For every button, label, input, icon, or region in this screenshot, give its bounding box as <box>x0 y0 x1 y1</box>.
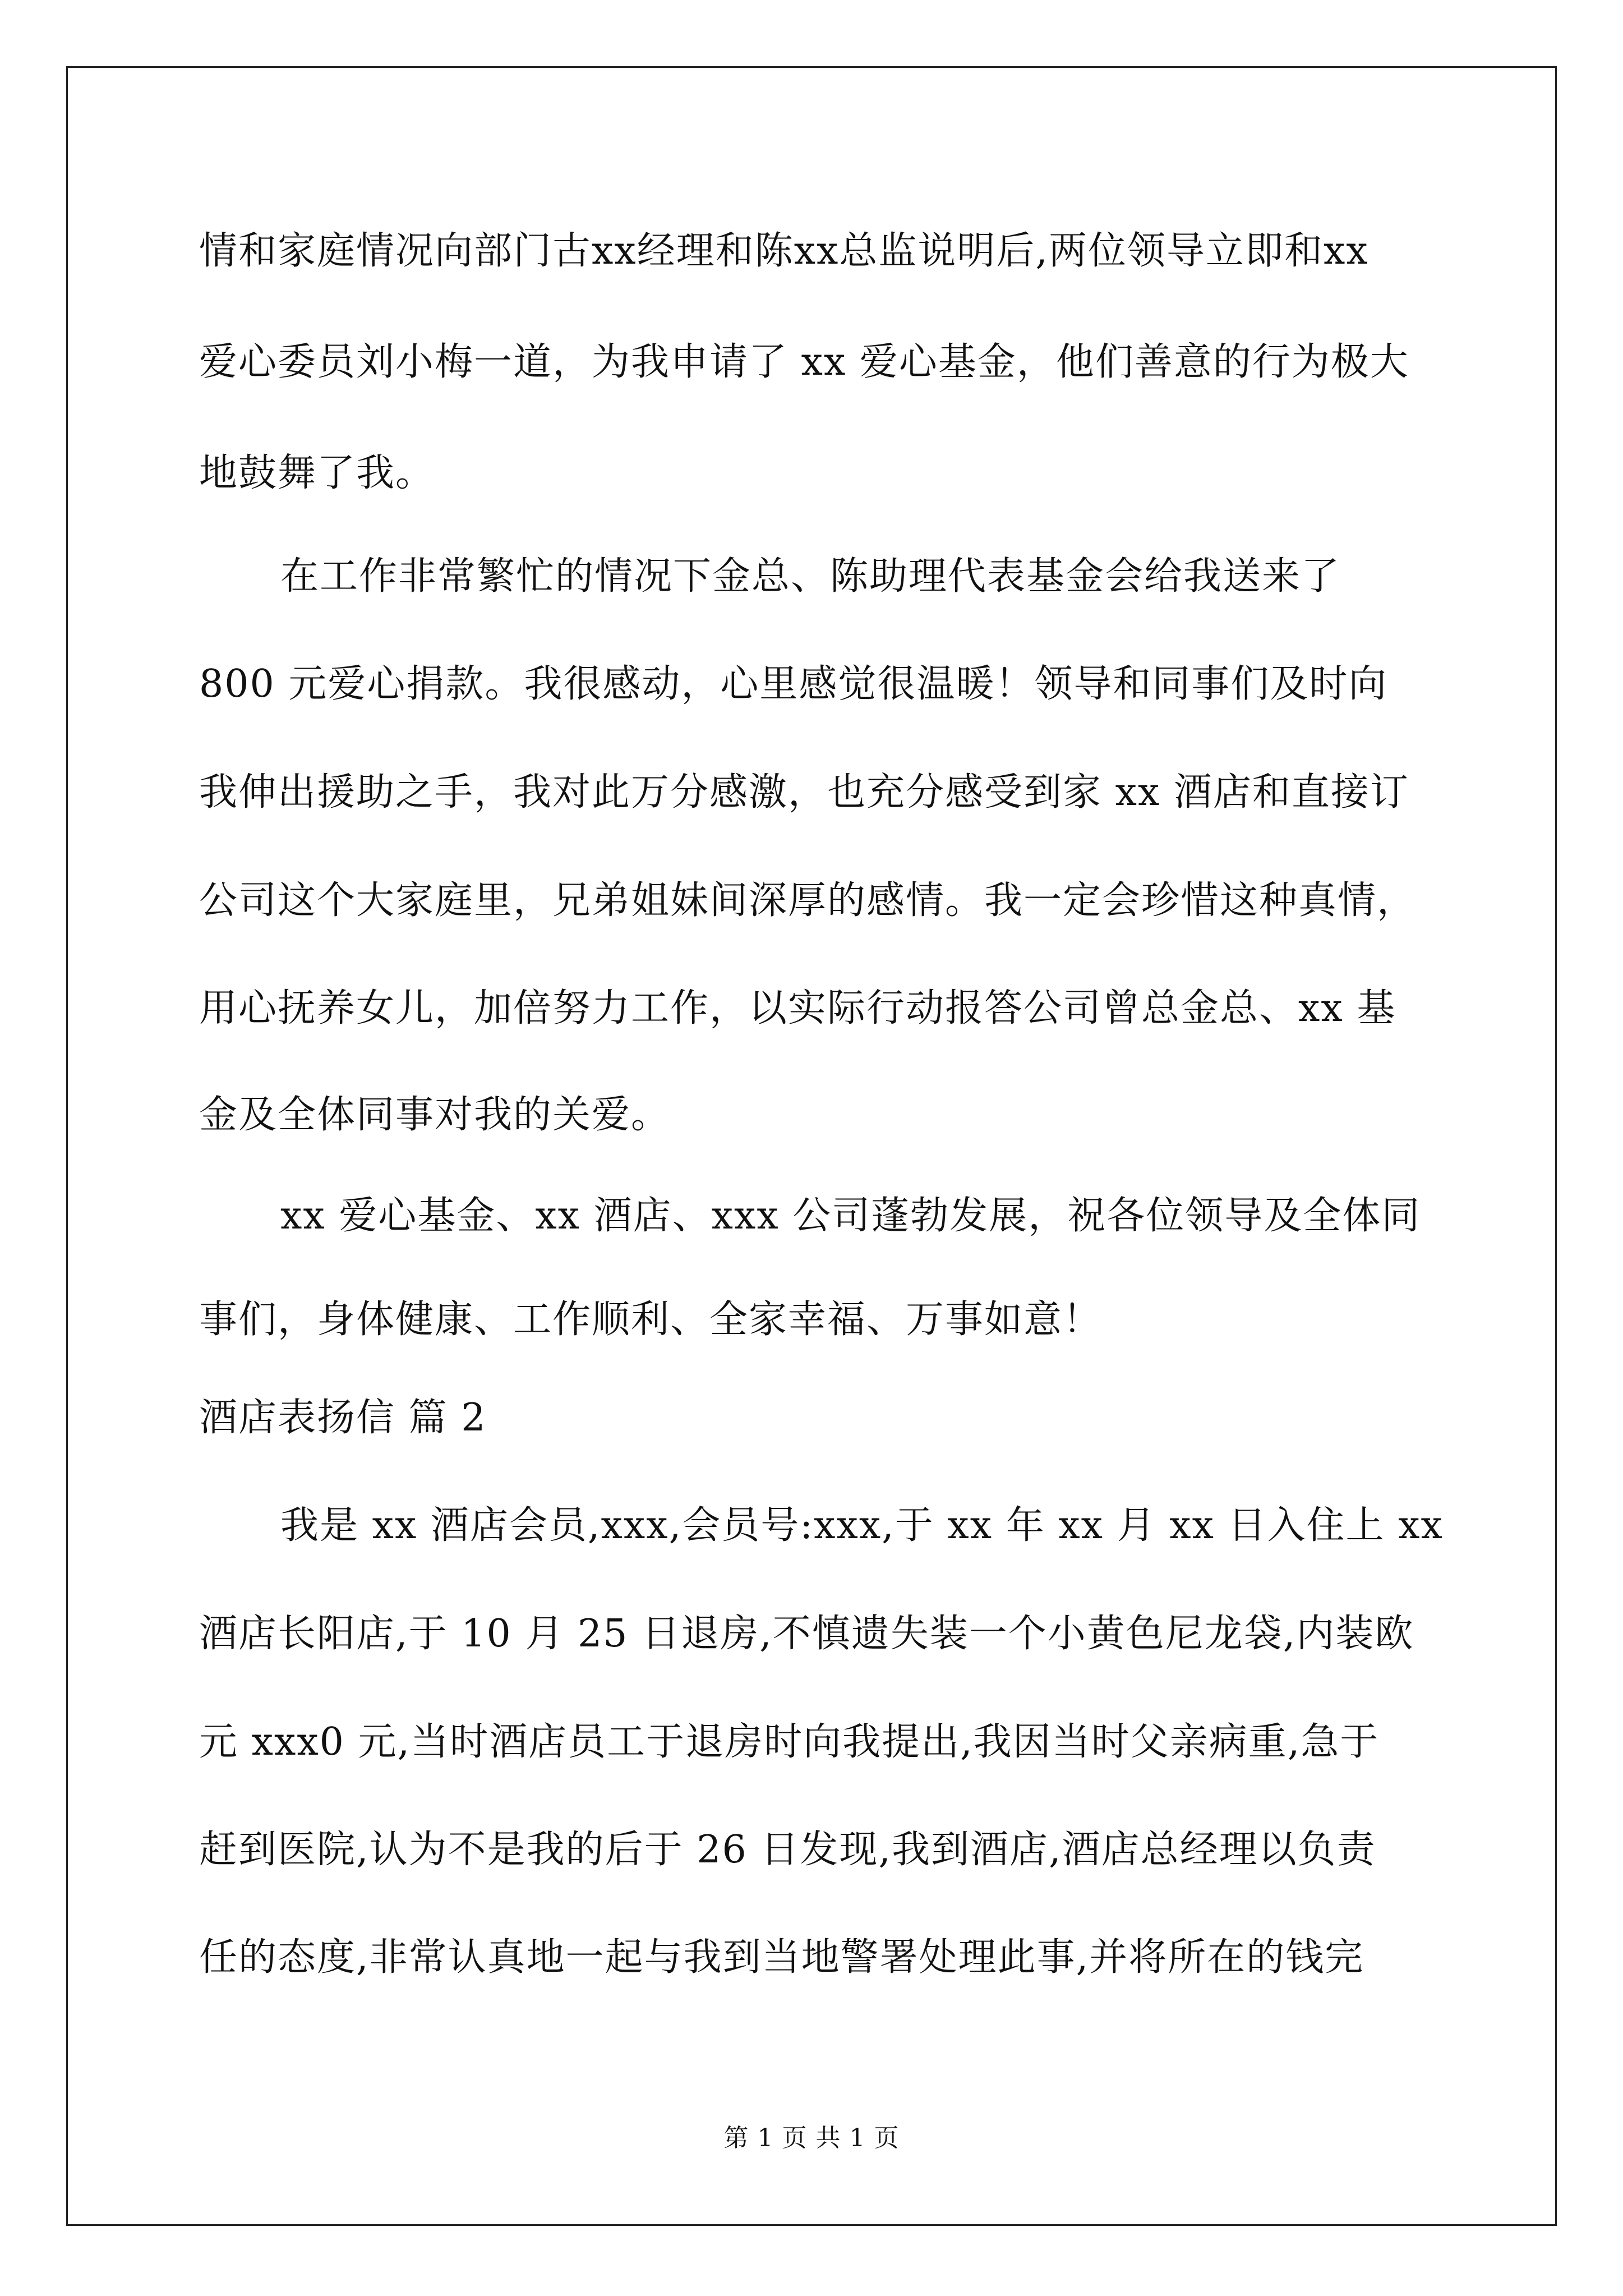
body-line-8: 用心抚养女儿，加倍努力工作，以实际行动报答公司曾总金总、xx 基 <box>199 986 1396 1030</box>
body-line-9: 金及全体同事对我的关爱。 <box>199 1093 671 1137</box>
body-line-4: 在工作非常繁忙的情况下金总、陈助理代表基金会给我送来了 <box>280 554 1341 599</box>
page-footer: 第 1 页 共 1 页 <box>723 2124 900 2152</box>
body-line-13: 我是 xx 酒店会员,xxx,会员号:xxx,于 xx 年 xx 月 xx 日入住上 xx <box>280 1503 1444 1548</box>
body-line-6: 我伸出援助之手，我对此万分感激，也充分感受到家 xx 酒店和直接订 <box>199 770 1409 815</box>
page-border <box>66 66 1557 2226</box>
body-line-11: 事们，身体健康、工作顺利、全家幸福、万事如意！ <box>199 1297 1103 1342</box>
body-line-17: 任的态度,非常认真地一起与我到当地警署处理此事,并将所在的钱完 <box>199 1935 1364 1980</box>
section-heading: 酒店表扬信 篇 2 <box>199 1396 487 1440</box>
body-line-2: 爱心委员刘小梅一道，为我申请了 xx 爱心基金，他们善意的行为极大 <box>199 340 1409 384</box>
body-line-10: xx 爱心基金、xx 酒店、xxx 公司蓬勃发展，祝各位领导及全体同 <box>280 1194 1421 1238</box>
body-line-14: 酒店长阳店,于 10 月 25 日退房,不慎遗失装一个小黄色尼龙袋,内装欧 <box>199 1612 1414 1656</box>
body-line-15: 元 xxx0 元,当时酒店员工于退房时向我提出,我因当时父亲病重,急于 <box>199 1720 1380 1764</box>
body-line-1: 情和家庭情况向部门古xx经理和陈xx总监说明后,两位领导立即和xx <box>199 229 1369 273</box>
body-line-5: 800 元爱心捐款。我很感动，心里感觉很温暖！领导和同事们及时向 <box>199 662 1388 706</box>
body-line-7: 公司这个大家庭里，兄弟姐妹间深厚的感情。我一定会珍惜这种真情， <box>199 878 1417 923</box>
body-line-16: 赶到医院,认为不是我的后于 26 日发现,我到酒店,酒店总经理以负责 <box>199 1828 1376 1872</box>
body-line-3: 地鼓舞了我。 <box>199 451 435 495</box>
